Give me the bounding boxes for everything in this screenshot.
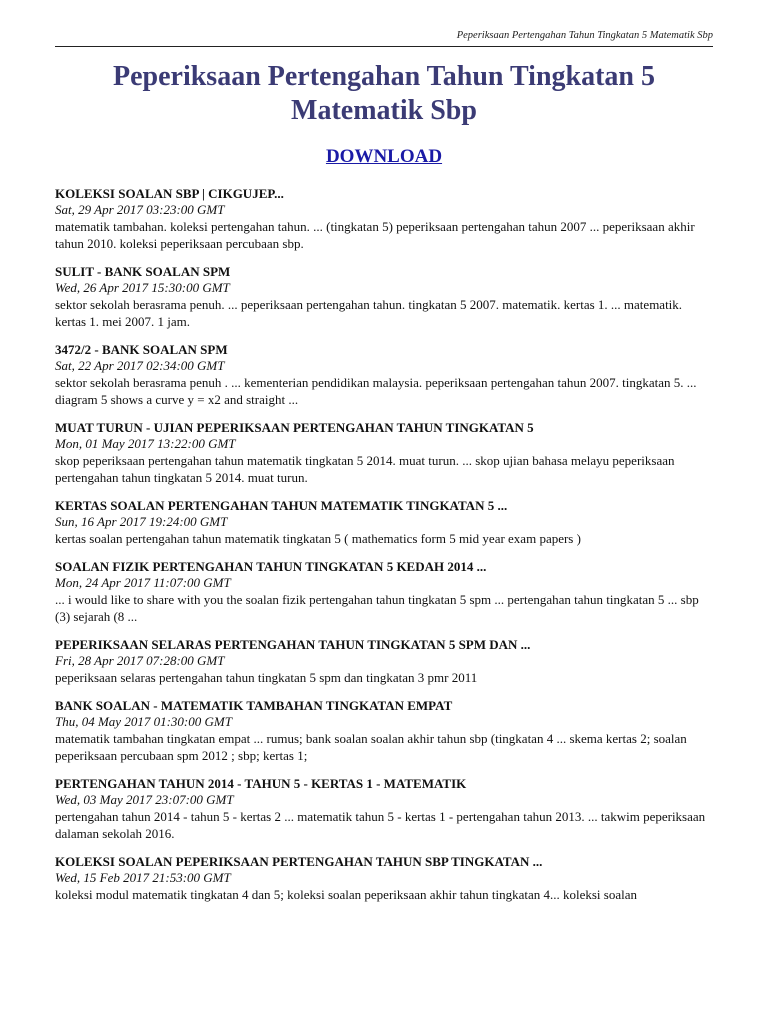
result-date: Sun, 16 Apr 2017 19:24:00 GMT <box>55 514 228 529</box>
download-section <box>0 146 768 168</box>
result-snippet: koleksi modul matematik tingkatan 4 dan 5; koleksi soalan peperiksaan akhir tahun tingkatan 4... koleksi soalan <box>55 887 637 902</box>
result-snippet: sektor sekolah berasrama penuh . ... kementerian pendidikan malaysia. peperiksaan pertengahan tahun 2007. tingkatan 5. ... diagram 5 shows a curve y = x2 and straight ... <box>55 375 697 407</box>
running-header: Peperiksaan Pertengahan Tahun Tingkatan 5 Matematik Sbp <box>55 30 713 47</box>
result-date: Wed, 15 Feb 2017 21:53:00 GMT <box>55 870 231 885</box>
result-snippet: skop peperiksaan pertengahan tahun matematik tingkatan 5 2014. muat turun. ... skop ujian bahasa melayu peperiksaan pertengahan tahun tingkatan 5 2014. muat turun. <box>55 453 675 485</box>
download-link[interactable]: DOWNLOAD <box>325 146 443 167</box>
result-title[interactable]: SULIT - BANK SOALAN SPM <box>55 264 231 279</box>
result-item <box>55 419 713 486</box>
result-date: Mon, 01 May 2017 13:22:00 GMT <box>55 436 236 451</box>
page-title: Peperiksaan Pertengahan Tahun Tingkatan 5 Matematik Sbp <box>112 61 655 126</box>
result-date: Wed, 03 May 2017 23:07:00 GMT <box>55 792 234 807</box>
result-item <box>55 636 713 686</box>
result-snippet: matematik tambahan. koleksi pertengahan tahun. ... (tingkatan 5) peperiksaan pertengahan tahun 2007 ... peperiksaan akhir tahun 2010. koleksi peperiksaan percubaan sbp. <box>55 219 695 251</box>
result-date: Wed, 26 Apr 2017 15:30:00 GMT <box>55 280 230 295</box>
result-date: Sat, 22 Apr 2017 02:34:00 GMT <box>55 358 225 373</box>
result-item <box>55 497 713 547</box>
result-date: Fri, 28 Apr 2017 07:28:00 GMT <box>55 653 225 668</box>
result-title[interactable]: PERTENGAHAN TAHUN 2014 - TAHUN 5 - KERTAS 1 - MATEMATIK <box>55 776 467 791</box>
result-item <box>55 558 713 625</box>
result-item <box>55 185 713 252</box>
result-snippet: pertengahan tahun 2014 - tahun 5 - kertas 2 ... matematik tahun 5 - kertas 1 - pertengahan tahun 2013. ... takwim peperiksaan dalaman sekolah 2016. <box>55 809 706 841</box>
result-title[interactable]: SOALAN FIZIK PERTENGAHAN TAHUN TINGKATAN 5 KEDAH 2014 ... <box>55 559 487 574</box>
result-title[interactable]: KERTAS SOALAN PERTENGAHAN TAHUN MATEMATIK TINGKATAN 5 ... <box>55 498 508 513</box>
result-title[interactable]: KOLEKSI SOALAN SBP | CIKGUJEP... <box>55 186 284 201</box>
result-snippet: peperiksaan selaras pertengahan tahun tingkatan 5 spm dan tingkatan 3 pmr 2011 <box>55 670 478 685</box>
result-item <box>55 775 713 842</box>
result-title[interactable]: MUAT TURUN - UJIAN PEPERIKSAAN PERTENGAHAN TAHUN TINGKATAN 5 <box>55 420 534 435</box>
result-title[interactable]: KOLEKSI SOALAN PEPERIKSAAN PERTENGAHAN TAHUN SBP TINGKATAN ... <box>55 854 543 869</box>
result-title[interactable]: 3472/2 - BANK SOALAN SPM <box>55 342 228 357</box>
result-item <box>55 853 713 903</box>
result-snippet: sektor sekolah berasrama penuh. ... peperiksaan pertengahan tahun. tingkatan 5 2007. matematik. kertas 1. ... matematik. kertas 1. mei 2007. 1 jam. <box>55 297 683 329</box>
result-item <box>55 263 713 330</box>
results-list <box>55 185 713 914</box>
result-item <box>55 697 713 764</box>
result-title[interactable]: PEPERIKSAAN SELARAS PERTENGAHAN TAHUN TINGKATAN 5 SPM DAN ... <box>55 637 531 652</box>
result-item <box>55 341 713 408</box>
result-date: Mon, 24 Apr 2017 11:07:00 GMT <box>55 575 231 590</box>
result-date: Thu, 04 May 2017 01:30:00 GMT <box>55 714 232 729</box>
result-snippet: kertas soalan pertengahan tahun matematik tingkatan 5 ( mathematics form 5 mid year exam papers ) <box>55 531 581 546</box>
result-title[interactable]: BANK SOALAN - MATEMATIK TAMBAHAN TINGKATAN EMPAT <box>55 698 453 713</box>
result-snippet: ... i would like to share with you the soalan fizik pertengahan tahun tingkatan 5 spm ... pertengahan tahun tingkatan 5 ... sbp (3) sejarah (8 ... <box>55 592 699 624</box>
result-snippet: matematik tambahan tingkatan empat ... rumus; bank soalan soalan akhir tahun sbp (tingkatan 4 ... skema kertas 2; soalan peperiksaan percubaan spm 2012 ; sbp; kertas 1; <box>55 731 687 763</box>
result-date: Sat, 29 Apr 2017 03:23:00 GMT <box>55 202 225 217</box>
